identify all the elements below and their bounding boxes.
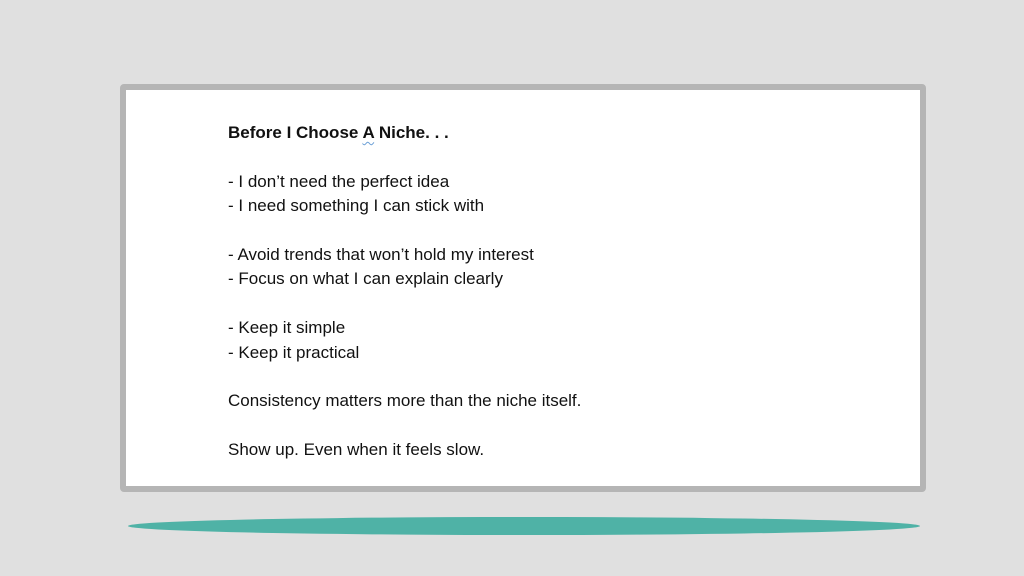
bullet-line: - Avoid trends that won’t hold my interest bbox=[228, 245, 534, 264]
blank-line bbox=[228, 219, 581, 243]
bullet-line: - Focus on what I can explain clearly bbox=[228, 269, 503, 289]
title-text-start: Before I Choose bbox=[228, 123, 363, 142]
closing-line: Show up. Even when it feels slow. bbox=[228, 440, 485, 460]
blank-line bbox=[228, 145, 581, 169]
document-title bbox=[228, 121, 581, 145]
statement-line: Consistency matters more than the niche itself. bbox=[228, 391, 582, 411]
title-text-end: Niche. . . bbox=[374, 123, 449, 142]
blank-line bbox=[228, 365, 581, 389]
bullet-line: - I need something I can stick with bbox=[228, 196, 485, 216]
title-spellcheck-word: A bbox=[362, 123, 375, 142]
blank-line bbox=[228, 414, 581, 438]
accent-ellipse bbox=[128, 517, 920, 535]
document-content bbox=[228, 121, 581, 463]
bullet-line: - Keep it simple bbox=[228, 318, 346, 338]
blank-line bbox=[228, 292, 581, 316]
bullet-line: - I don’t need the perfect idea bbox=[228, 171, 450, 191]
bullet-line: - Keep it practical bbox=[228, 342, 360, 362]
document-frame bbox=[120, 84, 926, 492]
